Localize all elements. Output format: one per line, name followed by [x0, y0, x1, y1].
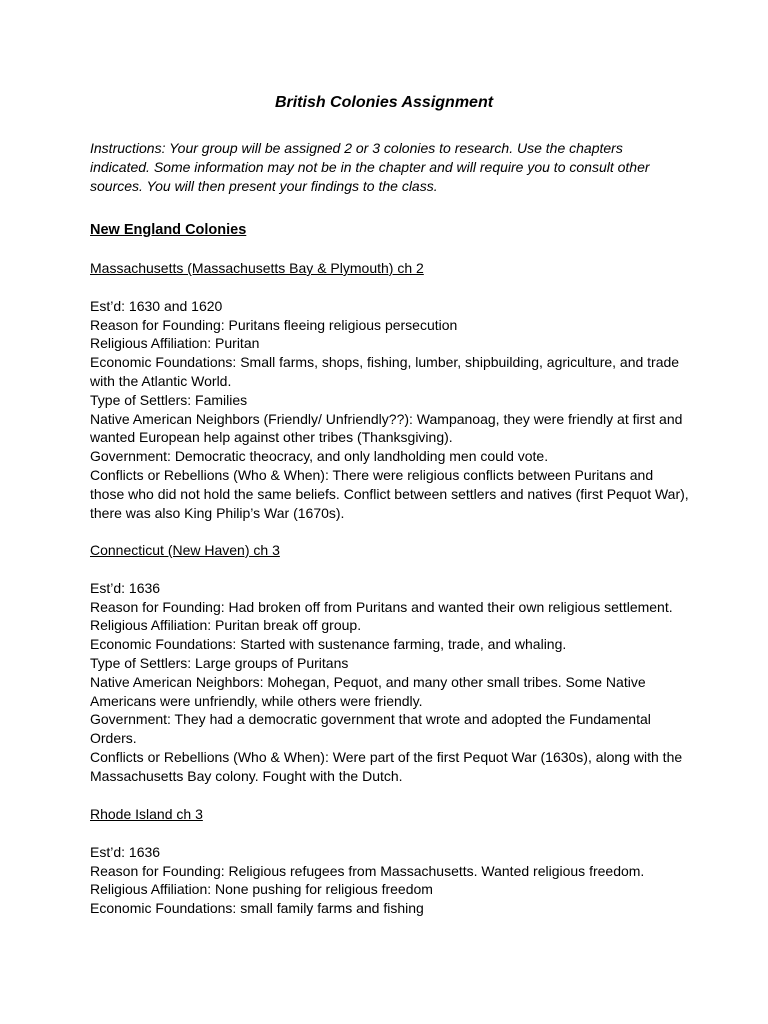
native-american-neighbors-field: Native American Neighbors: Mohegan, Pequot, and many other small tribes. Some Native Americans were unfriendly, while others were friendly.: [90, 673, 646, 709]
religious-affiliation-field: Religious Affiliation: None pushing for religious freedom: [90, 881, 433, 898]
established-field: Est’d: 1636: [90, 843, 161, 860]
established-field: Est’d: 1630 and 1620: [90, 297, 223, 314]
colony-massachusetts: [90, 259, 690, 522]
government-field: Government: Democratic theocracy, and only landholding men could vote.: [90, 448, 549, 465]
type-of-settlers-field: Type of Settlers: Large groups of Puritans: [90, 654, 349, 671]
conflicts-field: Conflicts or Rebellions (Who & When): There were religious conflicts between Puritans and those who did not hold the same beliefs. Conflict between settlers and natives (first Pequot War), there was also King Philip’s War (1670s).: [90, 466, 689, 521]
government-field: Government: They had a democratic government that wrote and adopted the Fundamental Orders.: [90, 711, 651, 747]
economic-foundations-field: Economic Foundations: small family farms and fishing: [90, 900, 424, 917]
type-of-settlers-field: Type of Settlers: Families: [90, 391, 248, 408]
colony-connecticut: [90, 541, 690, 786]
reason-for-founding-field: Reason for Founding: Puritans fleeing religious persecution: [90, 316, 458, 333]
colony-name: Connecticut (New Haven) ch 3: [90, 542, 280, 558]
reason-for-founding-field: Reason for Founding: Religious refugees from Massachusetts. Wanted religious freedom.: [90, 862, 645, 879]
economic-foundations-field: Economic Foundations: Small farms, shops, fishing, lumber, shipbuilding, agriculture, and trade with the Atlantic World.: [90, 354, 680, 389]
colony-name: Rhode Island ch 3: [90, 806, 203, 822]
document-title: British Colonies Assignment: [274, 94, 494, 111]
religious-affiliation-field: Religious Affiliation: Puritan: [90, 335, 260, 352]
reason-for-founding-field: Reason for Founding: Had broken off from Puritans and wanted their own religious settlement.: [90, 598, 673, 615]
conflicts-field: Conflicts or Rebellions (Who & When): Were part of the first Pequot War (1630s), along with the Massachusetts Bay colony. Fought with the Dutch.: [90, 748, 683, 784]
established-field: Est’d: 1636: [90, 579, 161, 596]
colony-name: Massachusetts (Massachusetts Bay & Plymouth) ch 2: [90, 260, 424, 276]
instructions-paragraph: Instructions: Your group will be assigned 2 or 3 colonies to research. Use the chapters indicated. Some information may not be in the chapter and will require you to consult other sources. You will then present your findings to the class.: [90, 140, 650, 194]
religious-affiliation-field: Religious Affiliation: Puritan break off group.: [90, 617, 362, 634]
colony-rhode-island: [90, 805, 690, 918]
economic-foundations-field: Economic Foundations: Started with sustenance farming, trade, and whaling.: [90, 636, 567, 653]
section-heading: New England Colonies: [90, 222, 247, 238]
native-american-neighbors-field: Native American Neighbors (Friendly/ Unfriendly??): Wampanoag, they were friendly at first and wanted European help against other tribes (Thanksgiving).: [90, 410, 683, 446]
